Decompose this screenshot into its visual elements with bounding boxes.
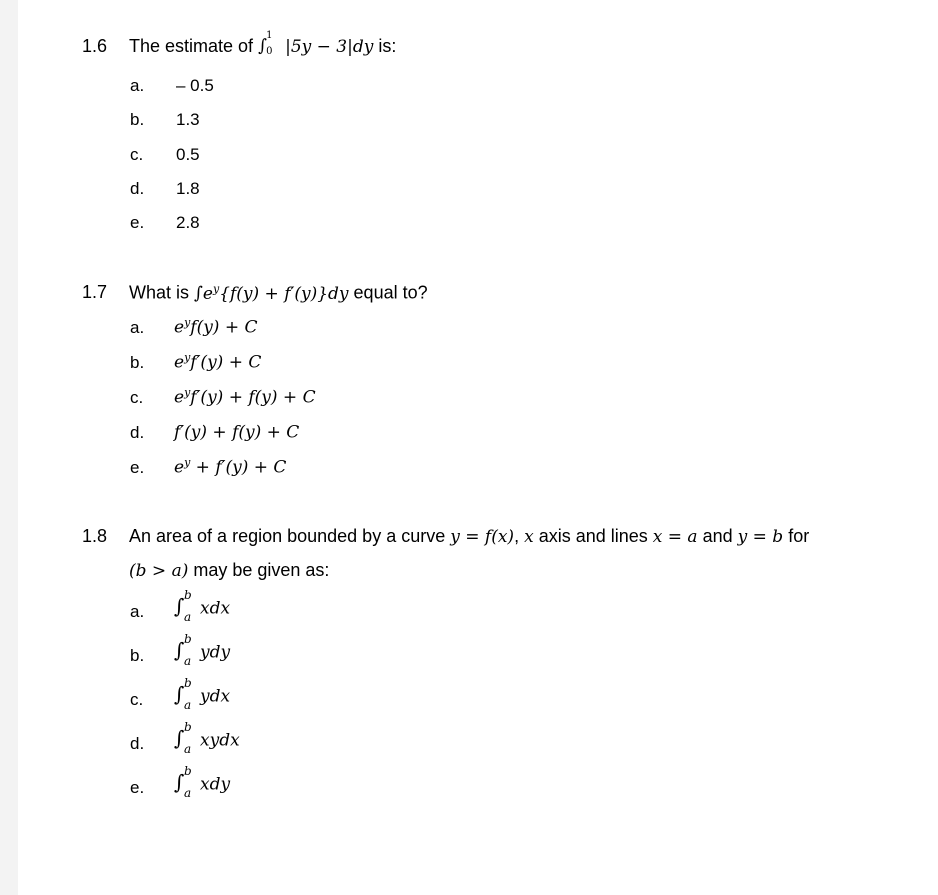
option-letter: b. — [130, 353, 145, 372]
option-letter: b. — [130, 646, 145, 665]
integral-sign: ∫ b a — [174, 676, 192, 712]
question-text-suffix: is: — [378, 36, 397, 56]
question-number: 1.6 — [82, 36, 108, 56]
option-letter: e. — [130, 213, 145, 232]
option-letter: c. — [130, 145, 144, 164]
integral-upper-limit: 1 — [266, 30, 273, 42]
option-value: 0.5 — [176, 145, 200, 164]
option-letter: a. — [130, 318, 145, 337]
question-text-line-1: An area of a region bounded by a curve y = f(x), x axis and lines x = a and y = b for — [129, 526, 810, 547]
integral-sign: ∫ b a — [174, 720, 192, 756]
option-letter: e. — [130, 458, 145, 477]
question-number: 1.8 — [82, 526, 108, 546]
question-text — [129, 282, 428, 304]
option-expression: ∫ b a xdy — [174, 764, 231, 800]
option-letter: c. — [130, 690, 144, 709]
option-expression: ∫ b a ydy — [174, 632, 231, 668]
option-letter: d. — [130, 734, 145, 753]
option-letter: e. — [130, 778, 145, 797]
option-expression: f′(y) + f(y) + C — [174, 422, 300, 443]
expression-exponent: y — [212, 282, 220, 295]
option-expression: $e^yf'(y) + C$ — [174, 351, 262, 373]
option-letter: a. — [130, 76, 145, 95]
option-expression: ∫ b a xydx — [174, 720, 240, 756]
integral-lower-limit: 0 — [266, 46, 273, 58]
expression-body: {f(y) + f′(y)}dy — [219, 283, 349, 304]
integral-sign: ∫ b a — [174, 588, 192, 624]
option-letter: c. — [130, 388, 144, 407]
question-number: 1.7 — [82, 282, 108, 302]
expression-base: e — [202, 283, 213, 304]
integral-sign: ∫ b a — [174, 632, 192, 668]
option-value: 2.8 — [176, 213, 200, 232]
integral-sign: ∫ — [194, 283, 203, 304]
document-page — [18, 0, 938, 895]
option-value: 1.3 — [176, 110, 200, 129]
option-value: – 0.5 — [176, 76, 214, 95]
integral-sign: ∫ b a — [174, 764, 192, 800]
question-text — [129, 30, 397, 58]
integral-sign: ∫ 1 0 — [258, 30, 273, 58]
option-letter: d. — [130, 423, 145, 442]
option-expression: $e^y + f'(y) + C$ — [174, 456, 287, 478]
option-value: 1.8 — [176, 179, 200, 198]
option-letter: b. — [130, 110, 145, 129]
option-expression: $e^yf(y) + C$ — [174, 316, 258, 338]
question-text-prefix: The estimate of — [129, 36, 254, 56]
option-expression: ∫ b a ydx — [174, 676, 231, 712]
option-expression: $e^yf'(y) + f(y) + C$ — [174, 386, 316, 408]
option-letter: a. — [130, 602, 145, 621]
question-text-prefix: What is — [129, 282, 190, 303]
question-text-suffix: equal to? — [353, 282, 428, 303]
option-expression: ∫ b a xdx — [174, 588, 231, 624]
integrand: |5y − 3|dy — [285, 37, 374, 57]
question-text-line-2: (b > a) may be given as: — [129, 560, 330, 581]
option-letter: d. — [130, 179, 145, 198]
